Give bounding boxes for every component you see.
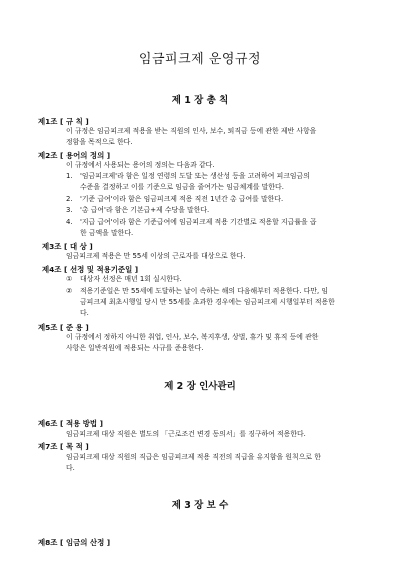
item-text: 적용기준일은 만 55세에 도달하는 날이 속하는 해의 다음해부터 적용한다. 다만, 임 [80, 287, 329, 295]
article-4-item-1 [66, 274, 182, 285]
article-2-intro: 이 규정에서 사용되는 용어의 정의는 다음과 같다. [66, 161, 215, 169]
item-number: 4. [66, 218, 73, 226]
article-1-line: 이 규정은 임금피크제 적용을 받는 직원의 인사, 보수, 퇴직금 등에 관한 제반 사항을 [66, 127, 317, 135]
article-6-heading: 제6조 [ 적용 방법 ] [38, 419, 104, 428]
article-4-item-2-cont: 다. [80, 309, 89, 317]
item-text: '기준 급여'이라 함은 임금피크제 적용 직전 1년간 총 급여를 말한다. [80, 195, 284, 203]
article-2-heading: 제2조 [ 용어의 정의 ] [38, 151, 111, 160]
item-text: '총 급여'라 함은 기본급+제 수당을 말한다. [80, 206, 210, 214]
article-4-item-2-cont: 금피크제 최초시행일 당시 만 55세를 초과한 경우에는 임금피크제 시행일부터 적용한 [80, 298, 335, 306]
item-text: '지급 급여'이라 함은 기준급여에 임금피크제 적용 기간별로 적용할 지급률을 곱 [80, 218, 317, 226]
article-8-heading: 제8조 [ 임금의 산정 ] [38, 538, 111, 547]
article-1-heading: 제1조 [ 규 칙 ] [38, 117, 89, 126]
definition-item-1 [66, 171, 310, 182]
article-6-line: 임금피크제 대상 직원은 별도의 「근로조건 변경 동의서」를 징구하여 적용한다. [66, 430, 306, 438]
item-text: '임금피크제'라 함은 일정 연령의 도달 또는 생산성 등을 고려하여 피크임금의 [80, 172, 310, 180]
definition-item-4-cont: 한 금액을 말한다. [80, 229, 134, 237]
item-number: 2. [66, 195, 73, 203]
chapter-1-heading: 제 1 장 총 칙 [171, 95, 229, 106]
item-text: 대상자 선정은 매년 1회 실시한다. [80, 275, 182, 283]
definition-item-1-cont: 수준을 결정하고 이를 기준으로 임금을 줄여가는 임금체계를 말한다. [80, 183, 284, 191]
article-5-line: 이 규정에서 정하지 아니한 취업, 인사, 보수, 복지후생, 상벌, 휴가 및 휴직 등에 관한 [66, 333, 319, 341]
item-number: 1. [66, 172, 73, 180]
chapter-2-heading: 제 2 장 인사관리 [164, 381, 236, 392]
article-3-heading: 제3조 [ 대 상 ] [42, 242, 93, 251]
item-number: 3. [66, 206, 73, 214]
item-number: ① [66, 275, 73, 283]
article-5-line: 사항은 일반직원에 적용되는 사규를 준용한다. [66, 344, 204, 352]
article-7-line: 임금피크제 대상 직원의 직급은 임금피크제 적용 직전의 직급을 유지함을 원칙으로 한 [66, 453, 321, 461]
article-1-line: 정함을 목적으로 한다. [66, 138, 133, 146]
article-4-heading: 제4조 [ 선정 및 적용기준일 ] [42, 265, 139, 274]
definition-item-3 [66, 205, 209, 216]
item-number: ② [66, 287, 73, 295]
definition-item-2 [66, 194, 283, 205]
document-title: 임금피크제 운영규정 [138, 52, 262, 67]
article-3-line: 임금피크제 적용은 만 55세 이상의 근로자를 대상으로 한다. [66, 252, 246, 260]
article-7-heading: 제7조 [ 목 적 ] [38, 442, 89, 451]
article-7-line: 다. [66, 464, 75, 472]
article-5-heading: 제5조 [ 준 용 ] [38, 323, 89, 332]
definition-item-4 [66, 217, 317, 228]
chapter-3-heading: 제 3 장 보 수 [171, 500, 229, 511]
article-4-item-2 [66, 286, 328, 297]
